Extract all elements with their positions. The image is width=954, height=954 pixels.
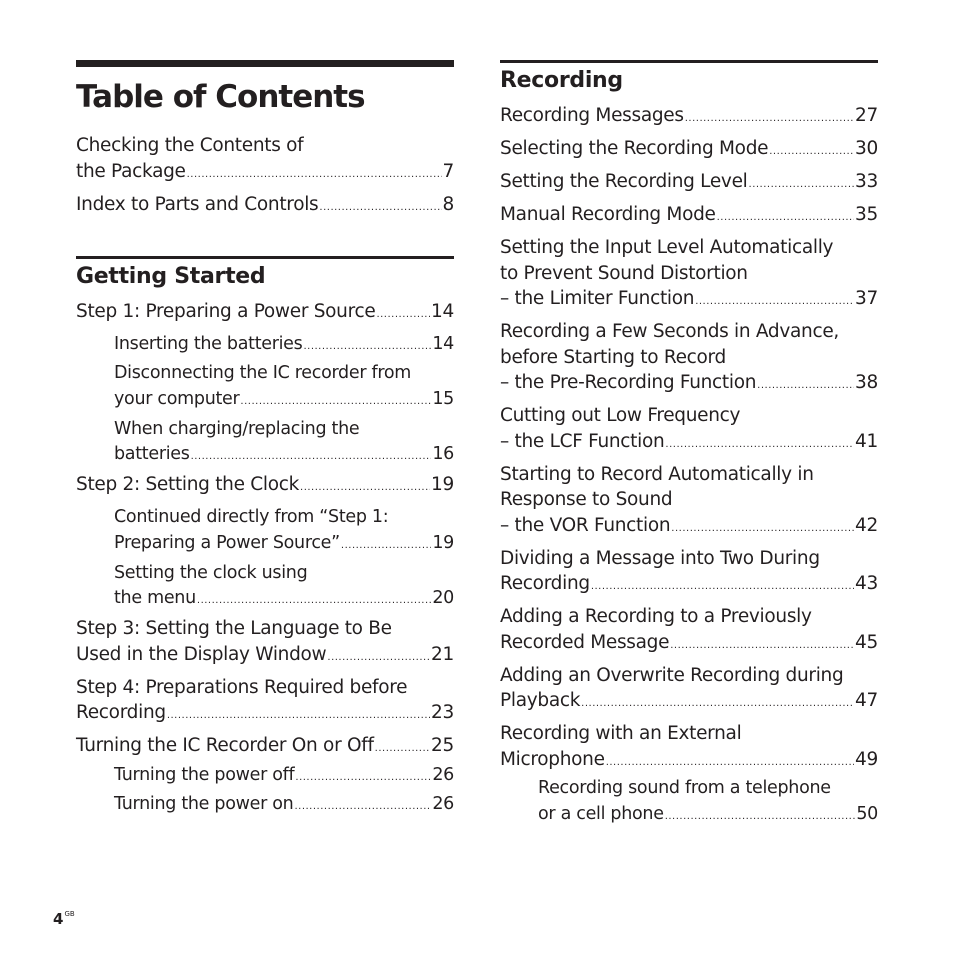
toc-entry-text: – the Pre-Recording Function: [500, 372, 757, 393]
toc-subentry[interactable]: [76, 417, 454, 468]
toc-entry-text: Turning the power on: [114, 794, 294, 814]
toc-entry[interactable]: [500, 202, 878, 228]
toc-entry-text: Starting to Record Automatically in: [500, 463, 814, 485]
dot-leader: [665, 440, 854, 450]
dot-leader: [319, 203, 441, 213]
toc-entry-text: Microphone: [500, 748, 605, 770]
toc-entry-text: Manual Recording Mode: [500, 204, 716, 225]
toc-entry[interactable]: [500, 319, 878, 396]
dot-leader: [327, 653, 430, 663]
toc-subentry[interactable]: [76, 505, 454, 556]
toc-entry[interactable]: [76, 733, 454, 759]
page-number: 19: [432, 532, 454, 553]
toc-entry-text: – the Limiter Function: [500, 288, 695, 309]
toc-entry-text: Index to Parts and Controls: [76, 193, 319, 215]
page-number-footer: [53, 910, 75, 928]
page-number: 27: [855, 105, 878, 126]
page-number: 7: [442, 160, 454, 182]
footer-page: 4: [53, 910, 64, 928]
toc-entry-text: Recording sound from a telephone: [538, 778, 831, 798]
page-number: 25: [431, 735, 454, 756]
dot-leader: [303, 342, 431, 352]
dot-leader: [295, 773, 431, 783]
toc-entry-text: Playback: [500, 690, 581, 711]
dot-leader: [581, 699, 854, 709]
toc-subentry[interactable]: [500, 776, 878, 827]
toc-entry-text: Preparing a Power Source”: [114, 532, 340, 553]
toc-subentry[interactable]: [76, 332, 454, 358]
page-number: 20: [432, 588, 454, 608]
toc-entry[interactable]: [500, 235, 878, 312]
dot-leader: [167, 711, 430, 721]
page-number: 30: [855, 138, 878, 159]
right-column: [500, 60, 878, 832]
dot-leader: [749, 180, 855, 190]
toc-subentry[interactable]: [76, 361, 454, 412]
toc-entry-text: your computer: [114, 388, 240, 409]
page-number: 49: [855, 748, 878, 770]
toc-entry[interactable]: [500, 462, 878, 539]
toc-entry-text: Recorded Message: [500, 631, 670, 653]
page-number: 14: [432, 333, 454, 354]
toc-entry-text: Cutting out Low Frequency: [500, 405, 741, 426]
page-number: 26: [432, 764, 454, 785]
toc-entry-text: batteries: [114, 444, 190, 464]
toc-entry-text: Step 4: Preparations Required before: [76, 676, 408, 698]
dot-leader: [191, 452, 432, 462]
toc-entry-text: Inserting the batteries: [114, 333, 303, 354]
dot-leader: [685, 114, 854, 124]
page-number: 23: [431, 702, 454, 723]
toc-entry-text: Recording: [76, 702, 166, 723]
toc-entry[interactable]: [76, 472, 454, 498]
page-number: 42: [855, 514, 878, 536]
toc-entry-text: Adding a Recording to a Previously: [500, 606, 812, 627]
toc-entry-parts[interactable]: [76, 192, 454, 218]
toc-entry-text: the Package: [76, 160, 186, 182]
toc-entry-text: Turning the power off: [114, 764, 295, 785]
dot-leader: [606, 758, 854, 768]
toc-entry[interactable]: [500, 663, 878, 714]
toc-entry[interactable]: [500, 403, 878, 454]
dot-leader: [665, 812, 856, 822]
toc-entry[interactable]: [500, 604, 878, 655]
toc-entry-text: the menu: [114, 588, 196, 608]
toc-entry-text: to Prevent Sound Distortion: [500, 262, 748, 284]
dot-leader: [375, 744, 430, 754]
toc-entry-text: Step 2: Setting the Clock: [76, 474, 300, 495]
page-number: 15: [432, 388, 454, 409]
toc-entry-text: – the VOR Function: [500, 514, 671, 536]
page-number: 50: [856, 803, 878, 824]
toc-entry[interactable]: [500, 136, 878, 162]
toc-entry[interactable]: [500, 103, 878, 129]
dot-leader: [769, 147, 854, 157]
page-number: 16: [432, 444, 454, 464]
page-number: 41: [855, 430, 878, 452]
toc-subentry[interactable]: [76, 763, 454, 789]
toc-entry-text: Step 1: Preparing a Power Source: [76, 300, 376, 322]
page-number: 38: [855, 372, 878, 393]
dot-leader: [341, 541, 431, 551]
toc-entry-text: Recording with an External: [500, 723, 742, 744]
dot-leader: [670, 641, 854, 651]
toc-entry[interactable]: [500, 721, 878, 772]
dot-leader: [294, 802, 431, 812]
page-number: 19: [431, 474, 454, 495]
footer-suffix: GB: [64, 910, 75, 918]
toc-entry-text: or a cell phone: [538, 803, 664, 824]
dot-leader: [757, 381, 854, 391]
toc-entry[interactable]: [500, 169, 878, 195]
toc-entry-text: Turning the IC Recorder On or Off: [76, 735, 374, 756]
page-number: 14: [431, 300, 454, 322]
toc-entry-text: Step 3: Setting the Language to Be: [76, 618, 392, 639]
page-number: 37: [855, 288, 878, 309]
dot-leader: [240, 397, 431, 407]
toc-entry-text: Selecting the Recording Mode: [500, 138, 769, 159]
toc-entry-text: Checking the Contents of: [76, 135, 304, 156]
toc-entry-text: Used in the Display Window: [76, 643, 327, 665]
page-number: 45: [855, 631, 878, 653]
toc-entry-text: Setting the clock using: [114, 562, 308, 583]
toc-entry-text: Disconnecting the IC recorder from: [114, 363, 412, 383]
toc-entry-text: Recording: [500, 573, 590, 594]
dot-leader: [695, 297, 854, 307]
toc-entry-text: Dividing a Message into Two During: [500, 547, 820, 569]
toc-entry-text: Setting the Input Level Automatically: [500, 237, 834, 258]
dot-leader: [187, 170, 442, 180]
toc-entry[interactable]: [76, 675, 454, 726]
page-number: 8: [442, 193, 454, 215]
section-title-getting-started: Getting Started: [76, 263, 266, 289]
dot-leader: [671, 524, 854, 534]
page-title: Table of Contents: [76, 79, 365, 115]
toc-entry-text: Recording Messages: [500, 105, 684, 126]
page-number: 35: [855, 204, 878, 225]
page-number: 33: [855, 171, 878, 192]
dot-leader: [376, 310, 430, 320]
toc-entry-text: Continued directly from “Step 1:: [114, 507, 389, 527]
page-number: 21: [431, 643, 454, 665]
section-rule: [76, 256, 454, 259]
dot-leader: [197, 596, 431, 606]
toc-entry[interactable]: [500, 546, 878, 597]
page-number: 47: [855, 690, 878, 711]
page-number: 26: [432, 794, 454, 814]
toc-entry-text: Recording a Few Seconds in Advance,: [500, 321, 840, 342]
toc-entry-contents[interactable]: [76, 133, 454, 184]
toc-entry[interactable]: [76, 299, 454, 325]
toc-entry-text: – the LCF Function: [500, 430, 665, 452]
toc-entry-text: Response to Sound: [500, 489, 673, 510]
toc-subentry[interactable]: [76, 561, 454, 612]
page-number: 43: [855, 573, 878, 594]
section-title-recording: Recording: [500, 68, 623, 93]
toc-entry[interactable]: [76, 616, 454, 667]
dot-leader: [300, 483, 430, 493]
toc-entry-text: Adding an Overwrite Recording during: [500, 664, 844, 686]
toc-entry-text: When charging/replacing the: [114, 418, 360, 439]
toc-entry-text: Setting the Recording Level: [500, 171, 748, 192]
toc-entry-text: before Starting to Record: [500, 346, 726, 368]
dot-leader: [717, 213, 854, 223]
toc-subentry[interactable]: [76, 792, 454, 818]
dot-leader: [591, 582, 854, 592]
title-rule: [76, 60, 454, 67]
section-rule: [500, 60, 878, 63]
left-column: [76, 60, 454, 822]
